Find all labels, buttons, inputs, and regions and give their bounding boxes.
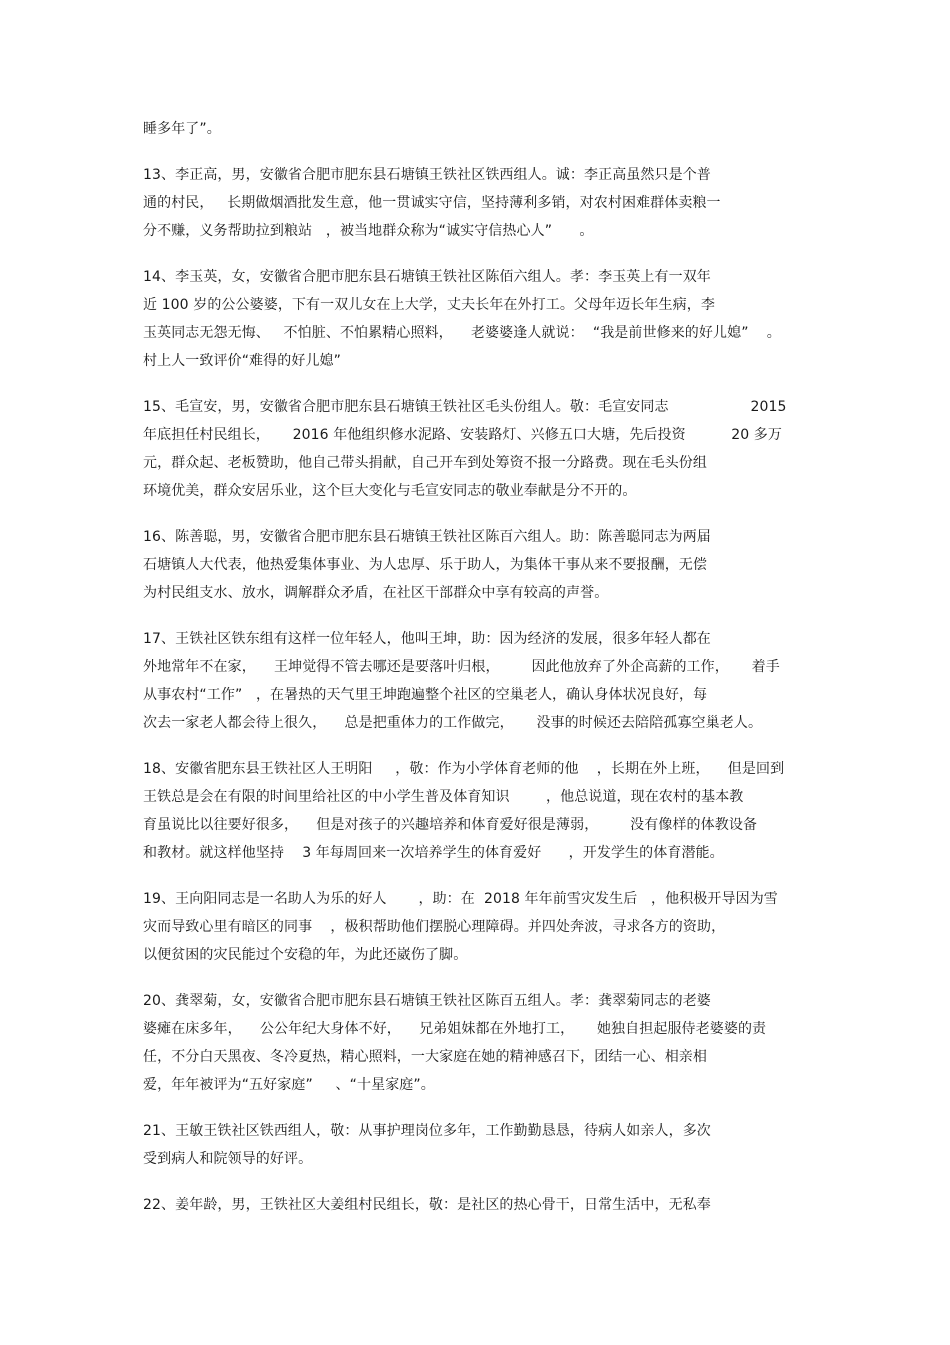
- text-line: 18、安徽省肥东县王铁社区人王明阳 ，敬：作为小学体育老师的他 ，长期在外上班， 但是回到: [143, 761, 785, 777]
- text-line: 17、王铁社区铁东组有这样一位年轻人，他叫王坤，助：因为经济的发展，很多年轻人都在: [143, 631, 711, 647]
- text-line: 13、李正高，男，安徽省合肥市肥东县石塘镇王铁社区铁西组人。诚：李正高虽然只是个普: [143, 167, 711, 183]
- text-line: 婆瘫在床多年， 公公年纪大身体不好， 兄弟姐妹都在外地打工， 她独自担起服侍老婆婆的责: [143, 1021, 767, 1037]
- text-line: 15、毛宣安，男，安徽省合肥市肥东县石塘镇王铁社区毛头份组人。敬：毛宣安同志 2015: [143, 399, 787, 415]
- text-line: 为村民组支水、放水，调解群众矛盾，在社区干部群众中享有较高的声誉。: [143, 585, 609, 601]
- text-line: 玉英同志无怨无悔、 不怕脏、不怕累精心照料， 老婆婆逢人就说： “我是前世修来的好儿媳” 。: [143, 325, 781, 341]
- text-line: 年底担任村民组长， 2016 年他组织修水泥路、安装路灯、兴修五口大塘，先后投资 20 多万: [143, 427, 782, 443]
- text-line: 育虽说比以往要好很多， 但是对孩子的兴趣培养和体育爱好很是薄弱， 没有像样的体教设备: [143, 817, 758, 833]
- text-line: 睡多年了”。: [143, 121, 221, 137]
- text-line: 村上人一致评价“难得的好儿媳”: [143, 353, 342, 369]
- text-line: 元，群众起、老板赞助，他自己带头捐献，自己开车到处筹资不报一分路费。现在毛头份组: [143, 455, 707, 471]
- text-line: 21、王敏王铁社区铁西组人，敬：从事护理岗位多年，工作勤勤恳恳，待病人如亲人，多次: [143, 1123, 711, 1139]
- text-line: 14、李玉英，女，安徽省合肥市肥东县石塘镇王铁社区陈佰六组人。孝：李玉英上有一双年: [143, 269, 711, 285]
- text-line: 王铁总是会在有限的时间里给社区的中小学生普及体育知识 ，他总说道，现在农村的基本教: [143, 789, 744, 805]
- text-line: 20、龚翠菊，女，安徽省合肥市肥东县石塘镇王铁社区陈百五组人。孝：龚翠菊同志的老婆: [143, 993, 711, 1009]
- text-line: 受到病人和院领导的好评。: [143, 1151, 313, 1167]
- text-line: 22、姜年龄，男，王铁社区大姜组村民组长，敬：是社区的热心骨干，日常生活中，无私奉: [143, 1197, 711, 1213]
- text-line: 分不赚，义务帮助拉到粮站 ，被当地群众称为“诚实守信热心人” 。: [143, 223, 594, 239]
- text-line: 爱，年年被评为“五好家庭” 、“十星家庭”。: [143, 1077, 435, 1093]
- text-line: 近 100 岁的公公婆婆，下有一双儿女在上大学，丈夫长年在外打工。父母年迈长年生病，李: [143, 297, 715, 313]
- text-line: 任，不分白天黑夜、冬冷夏热，精心照料，一大家庭在她的精神感召下，团结一心、相亲相: [143, 1049, 707, 1065]
- text-line: 外地常年不在家， 王坤觉得不管去哪还是要落叶归根， 因此他放弃了外企高薪的工作， 着手: [143, 659, 780, 675]
- text-line: 灾而导致心里有暗区的同事 ，极积帮助他们摆脱心理障碍。并四处奔波，寻求各方的资助，: [143, 919, 726, 935]
- text-line: 以便贫困的灾民能过个安稳的年，为此还崴伤了脚。: [143, 947, 468, 963]
- text-line: 19、王向阳同志是一名助人为乐的好人 ，助：在 2018 年年前雪灾发生后 ，他积极开导因为雪: [143, 891, 778, 907]
- text-line: 通的村民， 长期做烟酒批发生意，他一贯诚实守信，坚持薄利多销，对农村困难群体卖粮一: [143, 195, 721, 211]
- text-line: 次去一家老人都会待上很久， 总是把重体力的工作做完， 没事的时候还去陪陪孤寡空巢老人。: [143, 715, 763, 731]
- text-line: 从事农村“工作” ，在暑热的天气里王坤跑遍整个社区的空巢老人，确认身体状况良好，每: [143, 687, 708, 703]
- text-line: 环境优美，群众安居乐业，这个巨大变化与毛宣安同志的敬业奉献是分不开的。: [143, 483, 637, 499]
- text-line: 和教材。就这样他坚持 3 年每周回来一次培养学生的体育爱好 ，开发学生的体育潜能。: [143, 845, 724, 861]
- text-line: 16、陈善聪，男，安徽省合肥市肥东县石塘镇王铁社区陈百六组人。助：陈善聪同志为两届: [143, 529, 711, 545]
- text-line: 石塘镇人大代表，他热爱集体事业、为人忠厚、乐于助人，为集体干事从来不要报酬，无偿: [143, 557, 707, 573]
